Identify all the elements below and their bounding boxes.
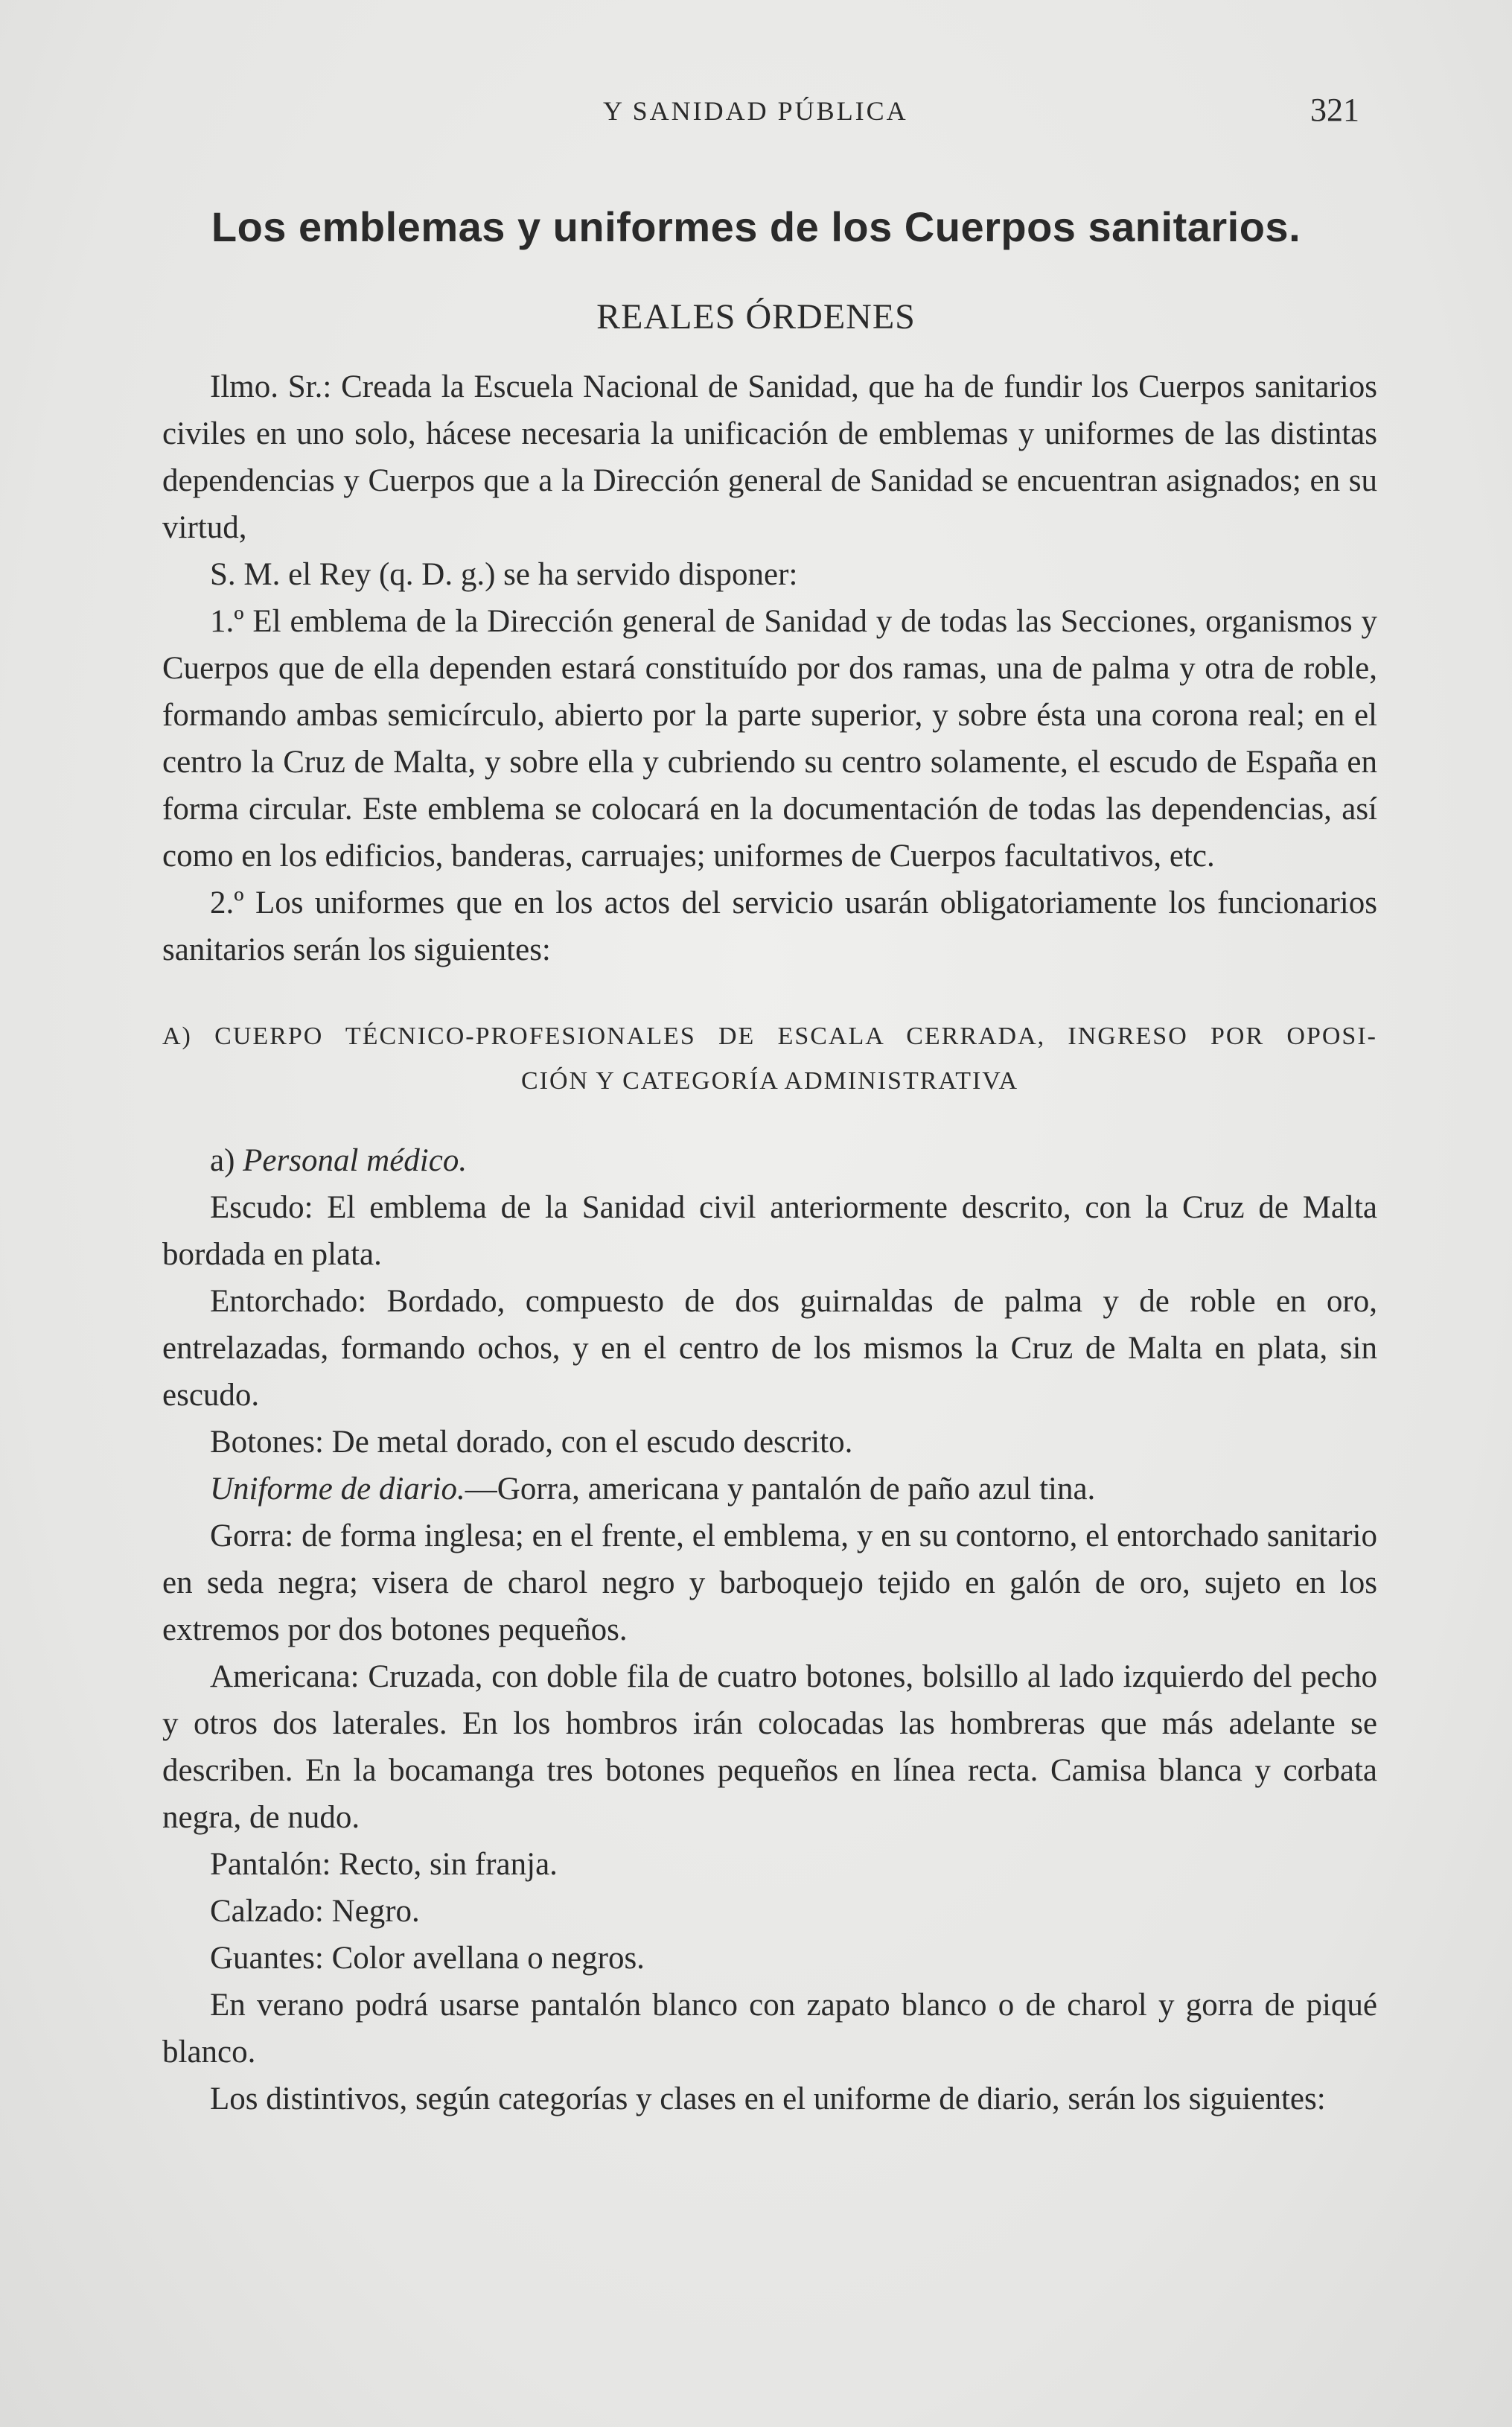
subsection-heading [162,1137,1377,1184]
uniform-label: Uniforme de diario. [210,1472,465,1507]
list-item: Americana: Cruzada, con doble fila de cuatro botones, bolsillo al lado izquierdo del pecho y otros dos laterales. En los hombros irán colocadas las hombreras que más adelante se describen. En la bocamanga tres botones pequeños en línea recta. Camisa blanca y corbata negra, de nudo. [162,1659,1377,1835]
list-item: Gorra: de forma inglesa; en el frente, el emblema, y en su contorno, el entorchado sanitario en seda negra; visera de charol negro y barboquejo tejido en galón de oro, sujeto en los extremos por dos botones pequeños. [162,1518,1377,1647]
running-title: Y SANIDAD PÚBLICA [603,96,908,126]
list-item: Escudo: El emblema de la Sanidad civil anteriormente descrito, con la Cruz de Malta bordada en plata. [162,1190,1377,1272]
uniform-text: —Gorra, americana y pantalón de paño azul tina. [465,1472,1096,1507]
paragraph: 2.º Los uniformes que en los actos del servicio usarán obligatoriamente los funcionarios sanitarios serán los siguientes: [162,885,1377,967]
list-item: En verano podrá usarse pantalón blanco con zapato blanco o de charol y gorra de piqué blanco. [162,1988,1377,2070]
list-item: Pantalón: Recto, sin franja. [210,1847,558,1882]
section-heading-line2: CIÓN Y CATEGORÍA ADMINISTRATIVA [520,1067,1019,1095]
article-body [162,363,1377,2122]
subsection-title: Personal médico. [243,1143,468,1178]
list-item: Guantes: Color avellana o negros. [210,1941,645,1976]
article-title: Los emblemas y uniformes de los Cuerpos sanitarios. [211,203,1301,250]
section-heading-line1: A) CUERPO TÉCNICO-PROFESIONALES DE ESCALA CERRADA, INGRESO POR OPOSI- [162,1022,1377,1050]
page-number: 321 [1310,92,1359,128]
section-heading [162,1014,1377,1104]
uniform-paragraph [162,1466,1377,1512]
list-item: Botones: De metal dorado, con el escudo descrito. [210,1425,853,1460]
article-subtitle: REALES ÓRDENES [596,297,916,337]
paragraph: 1.º El emblema de la Dirección general de Sanidad y de todas las Secciones, organismos y Cuerpos que de ella dependen estará constituído por dos ramas, una de palma y otra de roble, formando ambas semicírculo, abierto por la parte superior, y sobre ésta una corona real; en el centro la Cruz de Malta, y sobre ella y cubriendo su centro solamente, el escudo de España en forma circular. Este emblema se colocará en la documentación de todas las dependencias, así como en los edificios, banderas, carruajes; uniformes de Cuerpos facultativos, etc. [162,604,1377,874]
paragraph: Ilmo. Sr.: Creada la Escuela Nacional de Sanidad, que ha de fundir los Cuerpos sanitarios civiles en uno solo, hácese necesaria la unificación de emblemas y uniformes de las distintas dependencias y Cuerpos que a la Dirección general de Sanidad se encuentran asignados; en su virtud, [162,369,1377,545]
list-item: Calzado: Negro. [210,1894,420,1929]
paragraph: S. M. el Rey (q. D. g.) se ha servido disponer: [210,557,798,592]
list-item: Los distintivos, según categorías y clases en el uniforme de diario, serán los siguientes: [210,2081,1326,2116]
running-header [0,92,1512,133]
subsection-marker: a) [210,1143,235,1178]
list-item: Entorchado: Bordado, compuesto de dos guirnaldas de palma y de roble en oro, entrelazadas, formando ochos, y en el centro de los mismos la Cruz de Malta en plata, sin escudo. [162,1284,1377,1413]
